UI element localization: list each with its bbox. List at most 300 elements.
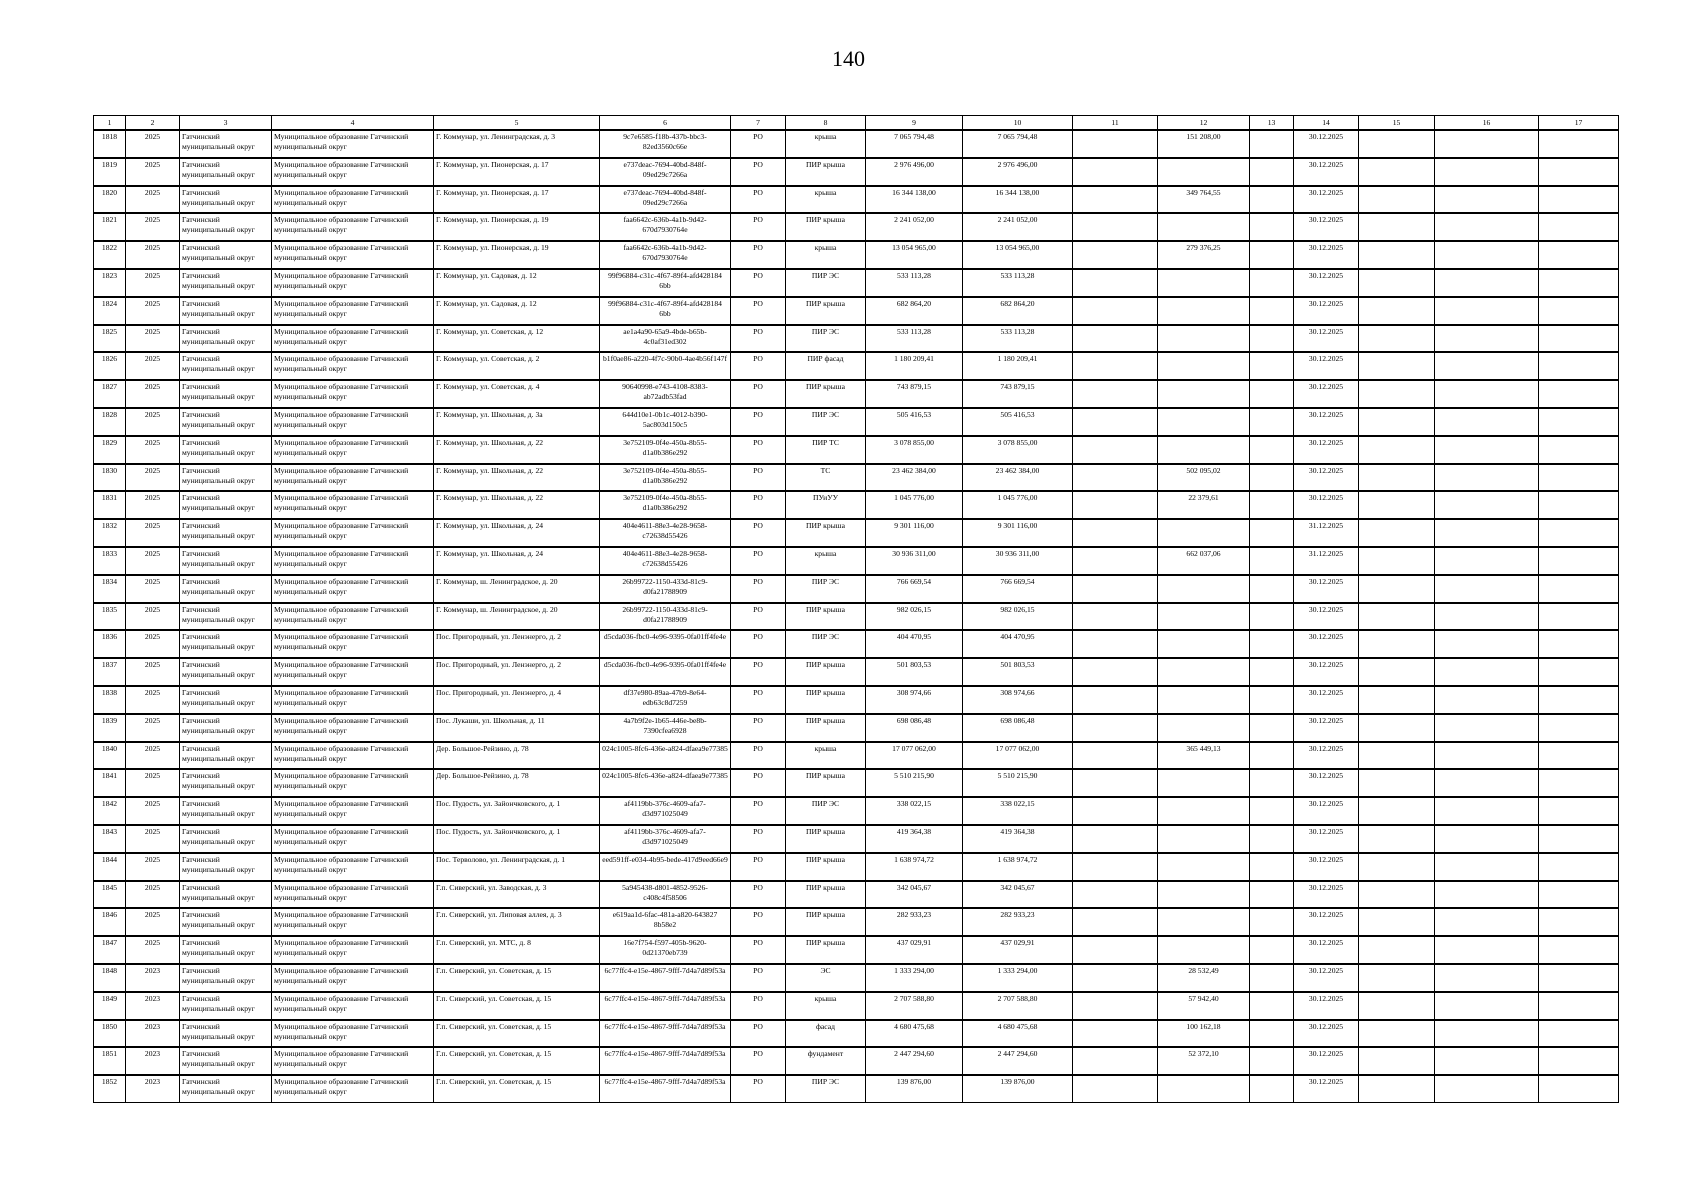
col-15-cell bbox=[1359, 213, 1435, 241]
cost-total-cell: 13 054 965,00 bbox=[963, 241, 1073, 269]
guid-cell: 6c77ffc4-e15e-4867-9fff-7d4a7d89f53a bbox=[600, 1020, 731, 1048]
district-cell: Гатчинский муниципальный округ bbox=[180, 658, 272, 686]
col-13-cell bbox=[1250, 491, 1294, 519]
municipality-cell: Муниципальное образование Гатчинский муниципальный округ bbox=[272, 491, 434, 519]
table-row bbox=[94, 686, 1619, 714]
col-12-cell bbox=[1158, 908, 1250, 936]
municipality-cell: Муниципальное образование Гатчинский муниципальный округ bbox=[272, 936, 434, 964]
deadline-cell: 30.12.2025 bbox=[1294, 742, 1359, 770]
col-11-cell bbox=[1073, 742, 1158, 770]
cost-cell: 1 638 974,72 bbox=[866, 853, 963, 881]
col-11-cell bbox=[1073, 491, 1158, 519]
guid-cell: ae1a4a90-65a9-4bde-b65b-4c0af31ed302 bbox=[600, 325, 731, 353]
col-13-cell bbox=[1250, 742, 1294, 770]
col-17-cell bbox=[1539, 519, 1619, 547]
cost-total-cell: 342 045,67 bbox=[963, 881, 1073, 909]
col-17-cell bbox=[1539, 325, 1619, 353]
year-cell: 2025 bbox=[126, 742, 180, 770]
year-cell: 2025 bbox=[126, 186, 180, 214]
col-12-cell bbox=[1158, 686, 1250, 714]
col-17-cell bbox=[1539, 992, 1619, 1020]
table-row bbox=[94, 325, 1619, 353]
deadline-cell: 30.12.2025 bbox=[1294, 269, 1359, 297]
header-cell: 2 bbox=[126, 116, 180, 131]
col-12-cell bbox=[1158, 825, 1250, 853]
cost-cell: 1 180 209,41 bbox=[866, 352, 963, 380]
year-cell: 2025 bbox=[126, 797, 180, 825]
col-12-cell: 57 942,40 bbox=[1158, 992, 1250, 1020]
address-cell: Дер. Большое-Рейзино, д. 78 bbox=[434, 769, 600, 797]
col-17-cell bbox=[1539, 464, 1619, 492]
col-12-cell bbox=[1158, 797, 1250, 825]
row-number: 1851 bbox=[94, 1047, 126, 1075]
fund-cell: РО bbox=[731, 519, 786, 547]
district-cell: Гатчинский муниципальный округ bbox=[180, 158, 272, 186]
col-13-cell bbox=[1250, 158, 1294, 186]
row-number: 1831 bbox=[94, 491, 126, 519]
year-cell: 2023 bbox=[126, 964, 180, 992]
fund-cell: РО bbox=[731, 992, 786, 1020]
year-cell: 2025 bbox=[126, 853, 180, 881]
municipality-cell: Муниципальное образование Гатчинский муниципальный округ bbox=[272, 603, 434, 631]
col-12-cell: 151 208,00 bbox=[1158, 130, 1250, 158]
address-cell: Г. Коммунар, ул. Школьная, д. 3а bbox=[434, 408, 600, 436]
deadline-cell: 30.12.2025 bbox=[1294, 825, 1359, 853]
cost-total-cell: 16 344 138,00 bbox=[963, 186, 1073, 214]
municipality-cell: Муниципальное образование Гатчинский муниципальный округ bbox=[272, 1075, 434, 1103]
work-type-cell: ПИР крыша bbox=[786, 825, 866, 853]
guid-cell: 644d10e1-0b1c-4012-b390-5ac803d150c5 bbox=[600, 408, 731, 436]
year-cell: 2025 bbox=[126, 686, 180, 714]
cost-total-cell: 533 113,28 bbox=[963, 325, 1073, 353]
table-row bbox=[94, 603, 1619, 631]
guid-cell: 26b99722-1150-433d-81c9-d0fa21788909 bbox=[600, 603, 731, 631]
year-cell: 2025 bbox=[126, 213, 180, 241]
table-row bbox=[94, 575, 1619, 603]
col-15-cell bbox=[1359, 1075, 1435, 1103]
col-16-cell bbox=[1435, 964, 1539, 992]
col-17-cell bbox=[1539, 769, 1619, 797]
fund-cell: РО bbox=[731, 658, 786, 686]
col-15-cell bbox=[1359, 853, 1435, 881]
cost-cell: 437 029,91 bbox=[866, 936, 963, 964]
year-cell: 2023 bbox=[126, 1075, 180, 1103]
row-number: 1852 bbox=[94, 1075, 126, 1103]
fund-cell: РО bbox=[731, 408, 786, 436]
municipality-cell: Муниципальное образование Гатчинский муниципальный округ bbox=[272, 853, 434, 881]
row-number: 1849 bbox=[94, 992, 126, 1020]
col-12-cell bbox=[1158, 352, 1250, 380]
table-row bbox=[94, 519, 1619, 547]
table-row bbox=[94, 186, 1619, 214]
fund-cell: РО bbox=[731, 380, 786, 408]
row-number: 1825 bbox=[94, 325, 126, 353]
col-16-cell bbox=[1435, 380, 1539, 408]
address-cell: Г. Коммунар, ул. Школьная, д. 22 bbox=[434, 464, 600, 492]
guid-cell: 6c77ffc4-e15e-4867-9fff-7d4a7d89f53a bbox=[600, 1047, 731, 1075]
row-number: 1848 bbox=[94, 964, 126, 992]
col-17-cell bbox=[1539, 241, 1619, 269]
col-12-cell bbox=[1158, 769, 1250, 797]
row-number: 1818 bbox=[94, 130, 126, 158]
district-cell: Гатчинский муниципальный округ bbox=[180, 936, 272, 964]
district-cell: Гатчинский муниципальный округ bbox=[180, 408, 272, 436]
fund-cell: РО bbox=[731, 908, 786, 936]
fund-cell: РО bbox=[731, 964, 786, 992]
table-row bbox=[94, 742, 1619, 770]
row-number: 1830 bbox=[94, 464, 126, 492]
table-row bbox=[94, 491, 1619, 519]
row-number: 1840 bbox=[94, 742, 126, 770]
district-cell: Гатчинский муниципальный округ bbox=[180, 825, 272, 853]
col-15-cell bbox=[1359, 825, 1435, 853]
col-12-cell bbox=[1158, 158, 1250, 186]
work-type-cell: ПИР крыша bbox=[786, 603, 866, 631]
col-12-cell bbox=[1158, 658, 1250, 686]
municipality-cell: Муниципальное образование Гатчинский муниципальный округ bbox=[272, 130, 434, 158]
address-cell: Г. Коммунар, ул. Школьная, д. 22 bbox=[434, 436, 600, 464]
guid-cell: d5cda036-fbc0-4e96-9395-0fa01ff4fe4e bbox=[600, 630, 731, 658]
col-11-cell bbox=[1073, 519, 1158, 547]
header-cell: 15 bbox=[1359, 116, 1435, 131]
col-12-cell bbox=[1158, 213, 1250, 241]
table-row bbox=[94, 825, 1619, 853]
col-16-cell bbox=[1435, 630, 1539, 658]
cost-cell: 7 065 794,48 bbox=[866, 130, 963, 158]
col-11-cell bbox=[1073, 464, 1158, 492]
col-16-cell bbox=[1435, 1020, 1539, 1048]
cost-cell: 342 045,67 bbox=[866, 881, 963, 909]
deadline-cell: 30.12.2025 bbox=[1294, 603, 1359, 631]
year-cell: 2025 bbox=[126, 269, 180, 297]
district-cell: Гатчинский муниципальный округ bbox=[180, 297, 272, 325]
cost-cell: 9 301 116,00 bbox=[866, 519, 963, 547]
address-cell: Г. Коммунар, ул. Советская, д. 4 bbox=[434, 380, 600, 408]
col-13-cell bbox=[1250, 603, 1294, 631]
municipality-cell: Муниципальное образование Гатчинский муниципальный округ bbox=[272, 769, 434, 797]
fund-cell: РО bbox=[731, 1075, 786, 1103]
table-row bbox=[94, 853, 1619, 881]
district-cell: Гатчинский муниципальный округ bbox=[180, 992, 272, 1020]
table-row bbox=[94, 380, 1619, 408]
year-cell: 2025 bbox=[126, 130, 180, 158]
district-cell: Гатчинский муниципальный округ bbox=[180, 742, 272, 770]
header-row bbox=[94, 116, 1619, 131]
row-number: 1833 bbox=[94, 547, 126, 575]
district-cell: Гатчинский муниципальный округ bbox=[180, 325, 272, 353]
col-11-cell bbox=[1073, 352, 1158, 380]
district-cell: Гатчинский муниципальный округ bbox=[180, 797, 272, 825]
guid-cell: 6c77ffc4-e15e-4867-9fff-7d4a7d89f53a bbox=[600, 1075, 731, 1103]
year-cell: 2023 bbox=[126, 992, 180, 1020]
table-row bbox=[94, 269, 1619, 297]
deadline-cell: 30.12.2025 bbox=[1294, 352, 1359, 380]
cost-total-cell: 1 180 209,41 bbox=[963, 352, 1073, 380]
district-cell: Гатчинский муниципальный округ bbox=[180, 436, 272, 464]
guid-cell: 90640998-e743-4108-8383-ab72adb53fad bbox=[600, 380, 731, 408]
col-13-cell bbox=[1250, 936, 1294, 964]
col-13-cell bbox=[1250, 352, 1294, 380]
fund-cell: РО bbox=[731, 797, 786, 825]
guid-cell: af4119bb-376c-4609-afa7-d3d971025049 bbox=[600, 797, 731, 825]
municipality-cell: Муниципальное образование Гатчинский муниципальный округ bbox=[272, 158, 434, 186]
guid-cell: e737deac-7694-40bd-848f-09ed29c7266a bbox=[600, 186, 731, 214]
col-15-cell bbox=[1359, 769, 1435, 797]
col-17-cell bbox=[1539, 491, 1619, 519]
row-number: 1837 bbox=[94, 658, 126, 686]
guid-cell: af4119bb-376c-4609-afa7-d3d971025049 bbox=[600, 825, 731, 853]
col-15-cell bbox=[1359, 380, 1435, 408]
col-13-cell bbox=[1250, 186, 1294, 214]
work-type-cell: ПИР ЭС bbox=[786, 325, 866, 353]
cost-total-cell: 982 026,15 bbox=[963, 603, 1073, 631]
address-cell: Г.п. Сиверский, ул. Советская, д. 15 bbox=[434, 1020, 600, 1048]
table-row bbox=[94, 241, 1619, 269]
col-13-cell bbox=[1250, 547, 1294, 575]
row-number: 1835 bbox=[94, 603, 126, 631]
cost-cell: 404 470,95 bbox=[866, 630, 963, 658]
col-12-cell bbox=[1158, 297, 1250, 325]
col-13-cell bbox=[1250, 380, 1294, 408]
cost-cell: 17 077 062,00 bbox=[866, 742, 963, 770]
deadline-cell: 30.12.2025 bbox=[1294, 575, 1359, 603]
fund-cell: РО bbox=[731, 1020, 786, 1048]
table-row bbox=[94, 714, 1619, 742]
address-cell: Пос. Пригородный, ул. Ленэнерго, д. 4 bbox=[434, 686, 600, 714]
col-15-cell bbox=[1359, 630, 1435, 658]
deadline-cell: 30.12.2025 bbox=[1294, 936, 1359, 964]
cost-cell: 2 447 294,60 bbox=[866, 1047, 963, 1075]
cost-cell: 338 022,15 bbox=[866, 797, 963, 825]
guid-cell: 024c1005-8fc6-436e-a824-dfaea9e77385 bbox=[600, 742, 731, 770]
year-cell: 2025 bbox=[126, 325, 180, 353]
year-cell: 2025 bbox=[126, 881, 180, 909]
address-cell: Дер. Большое-Рейзино, д. 78 bbox=[434, 742, 600, 770]
district-cell: Гатчинский муниципальный округ bbox=[180, 380, 272, 408]
address-cell: Г. Коммунар, ул. Садовая, д. 12 bbox=[434, 297, 600, 325]
col-11-cell bbox=[1073, 158, 1158, 186]
district-cell: Гатчинский муниципальный округ bbox=[180, 908, 272, 936]
year-cell: 2025 bbox=[126, 436, 180, 464]
col-16-cell bbox=[1435, 491, 1539, 519]
row-number: 1824 bbox=[94, 297, 126, 325]
year-cell: 2025 bbox=[126, 158, 180, 186]
row-number: 1828 bbox=[94, 408, 126, 436]
deadline-cell: 30.12.2025 bbox=[1294, 797, 1359, 825]
guid-cell: 26b99722-1150-433d-81c9-d0fa21788909 bbox=[600, 575, 731, 603]
col-11-cell bbox=[1073, 1075, 1158, 1103]
cost-cell: 501 803,53 bbox=[866, 658, 963, 686]
col-15-cell bbox=[1359, 547, 1435, 575]
fund-cell: РО bbox=[731, 825, 786, 853]
row-number: 1829 bbox=[94, 436, 126, 464]
district-cell: Гатчинский муниципальный округ bbox=[180, 575, 272, 603]
col-16-cell bbox=[1435, 436, 1539, 464]
col-15-cell bbox=[1359, 1020, 1435, 1048]
cost-total-cell: 2 447 294,60 bbox=[963, 1047, 1073, 1075]
col-12-cell bbox=[1158, 603, 1250, 631]
col-15-cell bbox=[1359, 158, 1435, 186]
col-13-cell bbox=[1250, 630, 1294, 658]
col-16-cell bbox=[1435, 408, 1539, 436]
table-row bbox=[94, 936, 1619, 964]
col-17-cell bbox=[1539, 686, 1619, 714]
table-row bbox=[94, 1047, 1619, 1075]
work-type-cell: ПИР ЭС bbox=[786, 1075, 866, 1103]
deadline-cell: 30.12.2025 bbox=[1294, 1047, 1359, 1075]
col-15-cell bbox=[1359, 241, 1435, 269]
work-type-cell: ПУиУУ bbox=[786, 491, 866, 519]
row-number: 1845 bbox=[94, 881, 126, 909]
district-cell: Гатчинский муниципальный округ bbox=[180, 241, 272, 269]
address-cell: Пос. Пригородный, ул. Ленэнерго, д. 2 bbox=[434, 658, 600, 686]
col-15-cell bbox=[1359, 352, 1435, 380]
municipality-cell: Муниципальное образование Гатчинский муниципальный округ bbox=[272, 964, 434, 992]
address-cell: Пос. Пудость, ул. Зайончковского, д. 1 bbox=[434, 825, 600, 853]
table-row bbox=[94, 158, 1619, 186]
header-cell: 9 bbox=[866, 116, 963, 131]
deadline-cell: 30.12.2025 bbox=[1294, 491, 1359, 519]
deadline-cell: 30.12.2025 bbox=[1294, 964, 1359, 992]
col-17-cell bbox=[1539, 575, 1619, 603]
header-cell: 1 bbox=[94, 116, 126, 131]
page-number: 140 bbox=[832, 46, 865, 71]
col-16-cell bbox=[1435, 269, 1539, 297]
district-cell: Гатчинский муниципальный округ bbox=[180, 1047, 272, 1075]
work-type-cell: ПИР крыша bbox=[786, 658, 866, 686]
col-16-cell bbox=[1435, 853, 1539, 881]
municipality-cell: Муниципальное образование Гатчинский муниципальный округ bbox=[272, 575, 434, 603]
col-12-cell: 279 376,25 bbox=[1158, 241, 1250, 269]
district-cell: Гатчинский муниципальный округ bbox=[180, 186, 272, 214]
col-16-cell bbox=[1435, 464, 1539, 492]
col-16-cell bbox=[1435, 325, 1539, 353]
work-type-cell: крыша bbox=[786, 130, 866, 158]
col-11-cell bbox=[1073, 936, 1158, 964]
cost-total-cell: 766 669,54 bbox=[963, 575, 1073, 603]
guid-cell: 6c77ffc4-e15e-4867-9fff-7d4a7d89f53a bbox=[600, 964, 731, 992]
row-number: 1823 bbox=[94, 269, 126, 297]
col-17-cell bbox=[1539, 297, 1619, 325]
col-13-cell bbox=[1250, 519, 1294, 547]
table-row bbox=[94, 881, 1619, 909]
district-cell: Гатчинский муниципальный округ bbox=[180, 630, 272, 658]
table-row bbox=[94, 130, 1619, 158]
col-13-cell bbox=[1250, 881, 1294, 909]
header-cell: 6 bbox=[600, 116, 731, 131]
municipality-cell: Муниципальное образование Гатчинский муниципальный округ bbox=[272, 352, 434, 380]
header-cell: 12 bbox=[1158, 116, 1250, 131]
col-15-cell bbox=[1359, 130, 1435, 158]
district-cell: Гатчинский муниципальный округ bbox=[180, 603, 272, 631]
fund-cell: РО bbox=[731, 853, 786, 881]
col-11-cell bbox=[1073, 603, 1158, 631]
address-cell: Г. Коммунар, ул. Ленинградская, д. 3 bbox=[434, 130, 600, 158]
col-17-cell bbox=[1539, 1047, 1619, 1075]
cost-total-cell: 30 936 311,00 bbox=[963, 547, 1073, 575]
cost-total-cell: 308 974,66 bbox=[963, 686, 1073, 714]
year-cell: 2025 bbox=[126, 575, 180, 603]
col-17-cell bbox=[1539, 1075, 1619, 1103]
col-13-cell bbox=[1250, 408, 1294, 436]
work-type-cell: ПИР крыша bbox=[786, 881, 866, 909]
col-17-cell bbox=[1539, 825, 1619, 853]
col-16-cell bbox=[1435, 797, 1539, 825]
cost-cell: 2 241 052,00 bbox=[866, 213, 963, 241]
municipality-cell: Муниципальное образование Гатчинский муниципальный округ bbox=[272, 380, 434, 408]
municipality-cell: Муниципальное образование Гатчинский муниципальный округ bbox=[272, 241, 434, 269]
cost-cell: 4 680 475,68 bbox=[866, 1020, 963, 1048]
col-11-cell bbox=[1073, 241, 1158, 269]
year-cell: 2025 bbox=[126, 241, 180, 269]
col-16-cell bbox=[1435, 936, 1539, 964]
fund-cell: РО bbox=[731, 1047, 786, 1075]
col-13-cell bbox=[1250, 853, 1294, 881]
address-cell: Г. Коммунар, ш. Ленинградское, д. 20 bbox=[434, 575, 600, 603]
row-number: 1839 bbox=[94, 714, 126, 742]
deadline-cell: 30.12.2025 bbox=[1294, 241, 1359, 269]
col-15-cell bbox=[1359, 491, 1435, 519]
col-12-cell bbox=[1158, 1075, 1250, 1103]
work-type-cell: крыша bbox=[786, 742, 866, 770]
work-type-cell: ПИР крыша bbox=[786, 380, 866, 408]
col-11-cell bbox=[1073, 380, 1158, 408]
deadline-cell: 30.12.2025 bbox=[1294, 380, 1359, 408]
cost-total-cell: 1 333 294,00 bbox=[963, 964, 1073, 992]
col-13-cell bbox=[1250, 436, 1294, 464]
col-13-cell bbox=[1250, 269, 1294, 297]
col-17-cell bbox=[1539, 881, 1619, 909]
address-cell: Г.п. Сиверский, ул. Советская, д. 15 bbox=[434, 964, 600, 992]
col-16-cell bbox=[1435, 1047, 1539, 1075]
deadline-cell: 30.12.2025 bbox=[1294, 992, 1359, 1020]
table-row bbox=[94, 630, 1619, 658]
row-number: 1838 bbox=[94, 686, 126, 714]
deadline-cell: 30.12.2025 bbox=[1294, 186, 1359, 214]
table-row bbox=[94, 464, 1619, 492]
fund-cell: РО bbox=[731, 325, 786, 353]
year-cell: 2025 bbox=[126, 603, 180, 631]
col-11-cell bbox=[1073, 992, 1158, 1020]
work-type-cell: ПИР ЭС bbox=[786, 575, 866, 603]
guid-cell: d5cda036-fbc0-4e96-9395-0fa01ff4fe4e bbox=[600, 658, 731, 686]
col-15-cell bbox=[1359, 464, 1435, 492]
col-13-cell bbox=[1250, 1047, 1294, 1075]
cost-cell: 419 364,38 bbox=[866, 825, 963, 853]
deadline-cell: 30.12.2025 bbox=[1294, 1075, 1359, 1103]
work-type-cell: ПИР ЭС bbox=[786, 408, 866, 436]
work-type-cell: фасад bbox=[786, 1020, 866, 1048]
col-12-cell bbox=[1158, 436, 1250, 464]
table-body bbox=[94, 130, 1619, 1103]
guid-cell: e737deac-7694-40bd-848f-09ed29c7266a bbox=[600, 158, 731, 186]
col-15-cell bbox=[1359, 269, 1435, 297]
table-row bbox=[94, 1020, 1619, 1048]
col-16-cell bbox=[1435, 769, 1539, 797]
deadline-cell: 30.12.2025 bbox=[1294, 130, 1359, 158]
col-11-cell bbox=[1073, 408, 1158, 436]
col-15-cell bbox=[1359, 1047, 1435, 1075]
table-row bbox=[94, 408, 1619, 436]
deadline-cell: 30.12.2025 bbox=[1294, 408, 1359, 436]
deadline-cell: 31.12.2025 bbox=[1294, 519, 1359, 547]
guid-cell: 9c7e6585-f18b-437b-bbc3-82ed3560c66e bbox=[600, 130, 731, 158]
col-12-cell bbox=[1158, 575, 1250, 603]
municipality-cell: Муниципальное образование Гатчинский муниципальный округ bbox=[272, 325, 434, 353]
col-15-cell bbox=[1359, 797, 1435, 825]
municipality-cell: Муниципальное образование Гатчинский муниципальный округ bbox=[272, 658, 434, 686]
table-row bbox=[94, 1075, 1619, 1103]
